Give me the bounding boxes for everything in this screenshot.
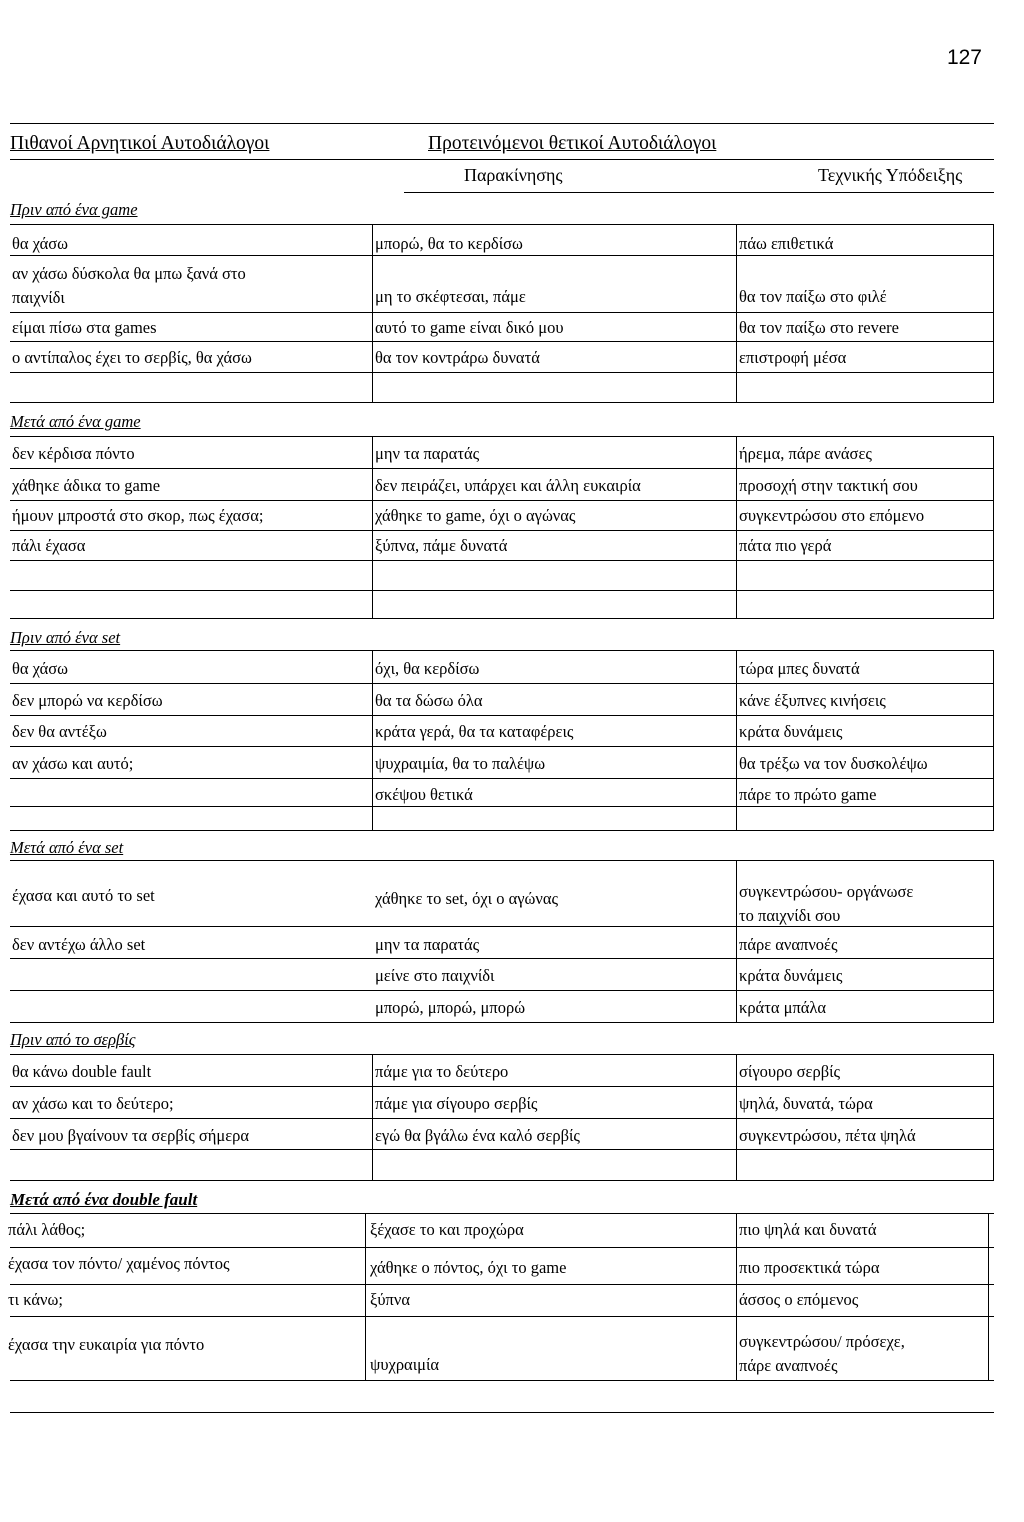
page-number: 127	[946, 46, 982, 69]
table-rule	[10, 778, 994, 779]
header-rule	[10, 159, 994, 160]
table-rule	[10, 1213, 994, 1214]
table-rule	[10, 715, 994, 716]
table-cell: εγώ θα βγάλω ένα καλό σερβίς	[375, 1126, 580, 1145]
table-vrule	[993, 1054, 994, 1180]
table-vrule	[993, 224, 994, 402]
table-cell: μη το σκέφτεσαι, πάμε	[375, 287, 526, 306]
table-cell: μείνε στο παιχνίδι	[375, 966, 495, 985]
table-cell: πάμε για σίγουρο σερβίς	[375, 1094, 538, 1113]
table-vrule	[372, 1054, 373, 1180]
section-title: Μετά από ένα double fault	[10, 1190, 198, 1209]
bottom-rule	[10, 1412, 994, 1413]
table-cell: σίγουρο σερβίς	[739, 1062, 841, 1081]
section-title: Μετά από ένα set	[10, 838, 124, 857]
table-cell: τι κάνω;	[8, 1290, 63, 1309]
table-cell: χάθηκε το game, όχι ο αγώνας	[375, 506, 576, 525]
table-rule	[10, 1149, 994, 1150]
table-cell: ξέχασε το και προχώρα	[370, 1220, 524, 1239]
subheader-rule	[404, 192, 994, 193]
table-vrule	[736, 436, 737, 618]
table-cell: χάθηκε το set, όχι ο αγώνας	[375, 889, 559, 908]
table-vrule	[736, 860, 737, 1022]
table-cell: χάθηκε ο πόντος, όχι το game	[370, 1258, 567, 1277]
table-cell: πιο ψηλά και δυνατά	[739, 1220, 877, 1239]
table-cell: αν χάσω δύσκολα θα μπω ξανά στο παιχνίδι	[12, 264, 246, 307]
section-title: Πριν από το σερβίς	[10, 1030, 136, 1049]
table-cell: κράτα δυνάμεις	[739, 722, 843, 741]
table-cell: πάρε αναπνοές	[739, 935, 838, 954]
table-cell: θα χάσω	[12, 234, 69, 253]
header-negative: Πιθανοί Αρνητικοί Αυτοδιάλογοι	[10, 133, 270, 154]
table-cell: ήμουν μπροστά στο σκορ, πως έχασα;	[12, 506, 264, 525]
table-rule	[10, 560, 994, 561]
table-cell: αυτό το game είναι δικό μου	[375, 318, 564, 337]
table-rule	[10, 402, 994, 403]
table-cell: σκέψου θετικά	[375, 785, 473, 804]
table-cell: επιστροφή μέσα	[739, 348, 847, 367]
table-rule	[10, 683, 994, 684]
table-cell: ψυχραιμία	[370, 1355, 440, 1374]
table-rule	[10, 1180, 994, 1181]
table-rule	[10, 224, 994, 225]
table-vrule	[372, 436, 373, 618]
table-rule	[10, 1118, 994, 1119]
table-vrule	[736, 224, 737, 402]
table-rule	[10, 1247, 994, 1248]
table-cell: ο αντίπαλος έχει το σερβίς, θα χάσω	[12, 348, 252, 367]
table-rule	[10, 618, 994, 619]
table-cell: μην τα παρατάς	[375, 444, 480, 463]
table-cell: τώρα μπες δυνατά	[739, 659, 860, 678]
table-cell: θα τον παίξω στο revere	[739, 318, 900, 337]
table-rule	[10, 958, 994, 959]
table-cell: δεν θα αντέξω	[12, 722, 107, 741]
table-vrule	[372, 224, 373, 402]
table-cell: έχασα και αυτό το set	[12, 886, 155, 905]
table-rule	[10, 650, 994, 651]
table-cell: προσοχή στην τακτική σου	[739, 476, 918, 495]
table-cell: πάλι έχασα	[12, 536, 86, 555]
table-rule	[10, 372, 994, 373]
table-vrule	[736, 1054, 737, 1180]
table-cell: πάω επιθετικά	[739, 234, 834, 253]
table-cell: δεν κέρδισα πόντο	[12, 444, 135, 463]
table-cell: άσσος ο επόμενος	[739, 1290, 859, 1309]
table-cell: συγκεντρώσου στο επόμενο	[739, 506, 925, 525]
table-cell: κράτα μπάλα	[739, 998, 827, 1017]
table-cell: ξύπνα	[370, 1290, 410, 1309]
table-cell: είμαι πίσω στα games	[12, 318, 157, 337]
table-cell: συγκεντρώσου, πέτα ψηλά	[739, 1126, 916, 1145]
table-cell: ψηλά, δυνατά, τώρα	[739, 1094, 873, 1113]
header-motivation: Παρακίνησης	[464, 165, 563, 185]
table-rule	[10, 806, 994, 807]
header-positive: Προτεινόμενοι θετικοί Αυτοδιάλογοι	[428, 133, 717, 154]
table-rule	[10, 468, 994, 469]
table-cell: αν χάσω και το δεύτερο;	[12, 1094, 174, 1113]
table-vrule	[372, 650, 373, 830]
table-rule	[10, 530, 994, 531]
table-rule	[10, 1086, 994, 1087]
header-instruction: Τεχνικής Υπόδειξης	[818, 165, 963, 185]
table-rule	[10, 990, 994, 991]
table-vrule	[365, 1213, 366, 1380]
table-cell: πάμε για το δεύτερο	[375, 1062, 509, 1081]
table-cell: θα τον παίξω στο φιλέ	[739, 287, 887, 306]
table-cell: πιο προσεκτικά τώρα	[739, 1258, 880, 1277]
top-rule	[10, 123, 994, 124]
table-rule	[10, 436, 994, 437]
section-title: Πριν από ένα game	[10, 200, 138, 219]
table-cell: κράτα γερά, θα τα καταφέρεις	[375, 722, 574, 741]
table-rule	[10, 860, 994, 861]
table-cell: πάλι λάθος;	[8, 1220, 86, 1239]
table-rule	[10, 341, 994, 342]
table-rule	[10, 1284, 994, 1285]
table-rule	[10, 590, 994, 591]
table-cell: δεν μπορώ να κερδίσω	[12, 691, 163, 710]
table-cell: ήρεμα, πάρε ανάσες	[739, 444, 872, 463]
table-cell: αν χάσω και αυτό;	[12, 754, 134, 773]
table-cell: μπορώ, μπορώ, μπορώ	[375, 998, 526, 1017]
table-cell: μην τα παρατάς	[375, 935, 480, 954]
section-title: Πριν από ένα set	[10, 628, 121, 647]
table-cell: δεν μου βγαίνουν τα σερβίς σήμερα	[12, 1126, 250, 1145]
table-cell: κράτα δυνάμεις	[739, 966, 843, 985]
table-cell: πάτα πιο γερά	[739, 536, 832, 555]
table-rule	[10, 830, 994, 831]
table-vrule	[993, 860, 994, 1022]
table-vrule	[988, 1213, 989, 1380]
table-cell: χάθηκε άδικα το game	[12, 476, 161, 495]
table-cell: πάρε το πρώτο game	[739, 785, 877, 804]
table-cell: όχι, θα κερδίσω	[375, 659, 480, 678]
table-cell: δεν αντέχω άλλο set	[12, 935, 146, 954]
table-rule	[10, 1316, 994, 1317]
table-cell: κάνε έξυπνες κινήσεις	[739, 691, 886, 710]
table-vrule	[993, 436, 994, 618]
table-cell: συγκεντρώσου- οργάνωσε το παιχνίδι σου	[739, 882, 914, 925]
table-cell: έχασα την ευκαιρία για πόντο	[8, 1335, 205, 1354]
table-rule	[10, 255, 994, 256]
table-vrule	[736, 650, 737, 830]
table-vrule	[993, 650, 994, 830]
table-cell: συγκεντρώσου/ πρόσεχε, πάρε αναπνοές	[739, 1332, 905, 1375]
table-cell: έχασα τον πόντο/ χαμένος πόντος	[8, 1254, 230, 1273]
section-title: Μετά από ένα game	[10, 412, 141, 431]
table-rule	[10, 312, 994, 313]
table-cell: θα κάνω double fault	[12, 1062, 152, 1081]
table-cell: θα τα δώσω όλα	[375, 691, 483, 710]
table-cell: θα χάσω	[12, 659, 69, 678]
table-cell: θα τρέξω να τον δυσκολέψω	[739, 754, 928, 773]
table-vrule	[736, 1213, 737, 1380]
table-cell: μπορώ, θα το κερδίσω	[375, 234, 523, 253]
table-rule	[10, 1022, 994, 1023]
table-rule	[10, 1380, 994, 1381]
table-rule	[10, 746, 994, 747]
table-rule	[10, 1054, 994, 1055]
table-cell: ψυχραιμία, θα το παλέψω	[375, 754, 546, 773]
table-rule	[10, 500, 994, 501]
table-cell: ξύπνα, πάμε δυνατά	[375, 536, 508, 555]
table-cell: θα τον κοντράρω δυνατά	[375, 348, 540, 367]
table-cell: δεν πειράζει, υπάρχει και άλλη ευκαιρία	[375, 476, 641, 495]
